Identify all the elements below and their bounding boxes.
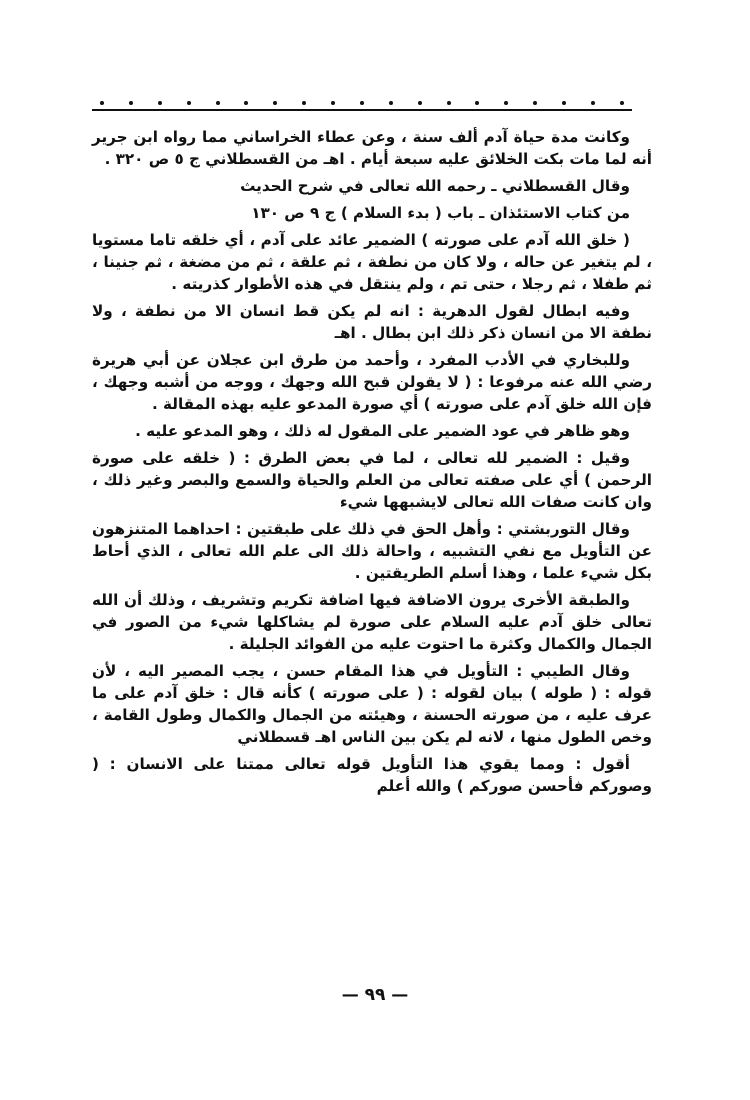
header-line <box>92 109 632 111</box>
body-text <box>92 126 652 802</box>
paragraph-conclusion: أقول : ومما يقوي هذا التأويل قوله تعالى ممتنا على الانسان : ( وصوركم فأحسن صوركم ) والله أعلم <box>92 755 652 795</box>
paragraph-hadith-explanation: ( خلق الله آدم على صورته ) الضمير عائد على آدم ، أي خلقه تاما مستويا ، لم يتغير عن حاله ، ولا كان من نطفة ، ثم علقة ، ثم من مضغة ، ثم جنينا ، ثم طفلا ، ثم رجلا ، حتى تم ، ولم ينتقل في هذه الأطوار كذريته . <box>92 231 652 293</box>
paragraph-tibi: وقال الطيبي : التأويل في هذا المقام حسن ، يجب المصير اليه ، لأن قوله : ( طوله ) بيان لقوله : ( على صورته ) كأنه قال : خلق آدم على ما عرف عليه ، من صورته الحسنة ، وهيئته من الجمال والكمال وطول القامة ، وخص الطول منها ، لانه لم يكن بين الناس اهـ قسطلاني <box>92 662 652 746</box>
paragraph-qastallani-intro: وقال القسطلاني ـ رحمه الله تعالى في شرح الحديث <box>240 177 630 195</box>
paragraph-dahriyya-refutation: وفيه ابطال لقول الدهرية : انه لم يكن قط انسان الا من نطفة ، ولا نطفة الا من انسان ذكر ذلك ابن بطال . اهـ <box>92 302 652 342</box>
paragraph-second-group: والطبقة الأخرى يرون الاضافة فيها اضافة تكريم وتشريف ، وذلك أن الله تعالى خلق آدم عليه السلام على صورة لم يشاكلها شيء من الصور في الجمال والكمال وكثرة ما احتوت عليه من الفوائد الجليلة . <box>92 591 652 653</box>
dotted-ornament <box>92 100 632 106</box>
paragraph-bukhari-adab: وللبخاري في الأدب المفرد ، وأحمد من طرق ابن عجلان عن أبي هريرة رضي الله عنه مرفوعا : ( لا يقولن قبح الله وجهك ، ووجه من أشبه وجهك ، فإن الله خلق آدم على صورته ) أي صورة المدعو عليه بهذه المقالة . <box>92 351 652 413</box>
paragraph-pronoun-meaning: وهو ظاهر في عود الضمير على المقول له ذلك ، وهو المدعو عليه . <box>135 422 630 440</box>
header-decorative-rule <box>92 100 632 114</box>
paragraph-book-reference: من كتاب الاستئذان ـ باب ( بدء السلام ) ج ٩ ص ١٣٠ <box>251 204 630 222</box>
paragraph-adam-lifespan: وكانت مدة حياة آدم ألف سنة ، وعن عطاء الخراساني مما رواه ابن جرير أنه لما مات بكت الخلائق عليه سبعة أيام . اهـ من القسطلاني ج ٥ ص ٣٢٠ . <box>92 128 652 168</box>
page-number: — ٩٩ — <box>341 985 409 1005</box>
paragraph-turbishti: وقال التوربشتي : وأهل الحق في ذلك على طبقتين : احداهما المتنزهون عن التأويل مع نفي التشبيه ، واحالة ذلك الى علم الله تعالى ، الذي أحاط بكل شيء علما ، وهذا أسلم الطريقتين . <box>92 520 652 582</box>
paragraph-alternate-view: وقيل : الضمير لله تعالى ، لما في بعض الطرق : ( خلقه على صورة الرحمن ) أي على صفته تعالى من العلم والحياة والسمع والبصر وغير ذلك ، وان كانت صفات الله تعالى لايشبهها شيء <box>92 449 652 511</box>
